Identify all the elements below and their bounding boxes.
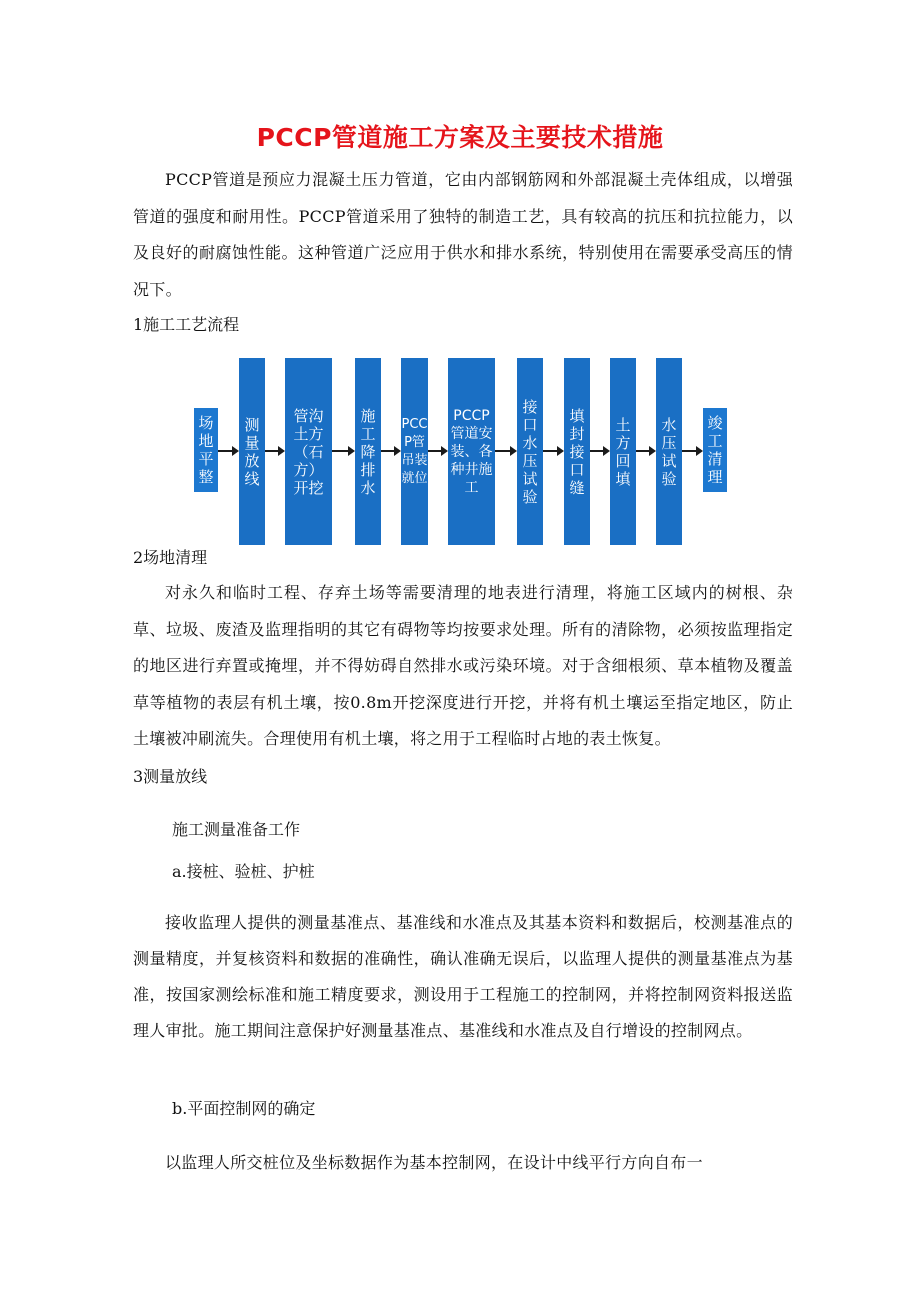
survey-subheading-a: a.接桩、验桩、护桩 xyxy=(172,862,315,881)
flow-step-site-leveling: 场地平整 xyxy=(194,408,218,492)
survey-prep-heading: 施工测量准备工作 xyxy=(172,820,301,839)
flow-step-pressure-test: 水压试验 xyxy=(656,358,682,545)
flow-step-backfill: 土方回填 xyxy=(610,358,636,545)
site-clearing-paragraph: 对永久和临时工程、存弃土场等需要清理的地表进行清理，将施工区域内的树根、杂草、垃圾、废渣及监理指明的其它有碍物等均按要求处理。所有的清除物，必须按监理指定的地区进行弃置或掩埋，并不得妨碍自然排水或污染环境。对于含细根须、草本植物及覆盖草等植物的表层有机土壤，按0.8m开挖深度进行开挖，并将有机土壤运至指定地区，防止土壤被冲刷流失。合理使用有机土壤，将之用于工程临时占地的表土恢复。 xyxy=(133,583,793,748)
flow-step-pipe-hoisting: PCCP管吊装就位 xyxy=(401,358,428,545)
flow-arrow xyxy=(495,450,515,452)
flow-arrow xyxy=(636,450,654,452)
intro-paragraph: PCCP管道是预应力混凝土压力管道，它由内部钢筋网和外部混凝土壳体组成，以增强管道的强度和耐用性。PCCP管道采用了独特的制造工艺，具有较高的抗压和抗拉能力，以及良好的耐腐蚀性能。这种管道广泛应用于供水和排水系统，特别使用在需要承受高压的情况下。 xyxy=(133,170,793,299)
section-heading-survey: 3测量放线 xyxy=(133,767,208,786)
flow-step-pipe-install: PCCP管道安装、各种井施工 xyxy=(448,358,495,545)
survey-paragraph-b: 以监理人所交桩位及坐标数据作为基本控制网，在设计中线平行方向自布一 xyxy=(165,1153,703,1172)
flow-arrow xyxy=(543,450,562,452)
flow-arrow xyxy=(682,450,701,452)
survey-paragraph-a: 接收监理人提供的测量基准点、基准线和水准点及其基本资料和数据后，校测基准点的测量精度，并复核资料和数据的准确性，确认准确无误后，以监理人提供的测量基准点为基准，按国家测绘标准和施工精度要求，测设用于工程施工的控制网，并将控制网资料报送监理人审批。施工期间注意保护好测量基准点、基准线和水准点及自行增设的控制网点。 xyxy=(133,913,793,1040)
survey-subheading-b: b.平面控制网的确定 xyxy=(172,1099,316,1118)
section-heading-site-clearing: 2场地清理 xyxy=(133,548,208,567)
flow-step-dewatering: 施工降排水 xyxy=(355,358,381,545)
flow-arrow xyxy=(590,450,608,452)
flow-step-completion: 竣工清理 xyxy=(703,408,727,492)
flow-step-joint-test: 接口水压试验 xyxy=(517,358,543,545)
flow-step-survey: 测量放线 xyxy=(239,358,265,545)
section-heading-process: 1施工工艺流程 xyxy=(133,315,240,334)
flow-arrow xyxy=(428,450,446,452)
flow-arrow xyxy=(332,450,353,452)
document-title: PCCP管道施工方案及主要技术措施 xyxy=(256,123,664,152)
flow-arrow xyxy=(265,450,283,452)
flow-arrow xyxy=(218,450,237,452)
flow-step-joint-sealing: 填封接口缝 xyxy=(564,358,590,545)
flow-step-trench-excavation: 管沟土方（石方）开挖 xyxy=(285,358,332,545)
flow-arrow xyxy=(381,450,399,452)
